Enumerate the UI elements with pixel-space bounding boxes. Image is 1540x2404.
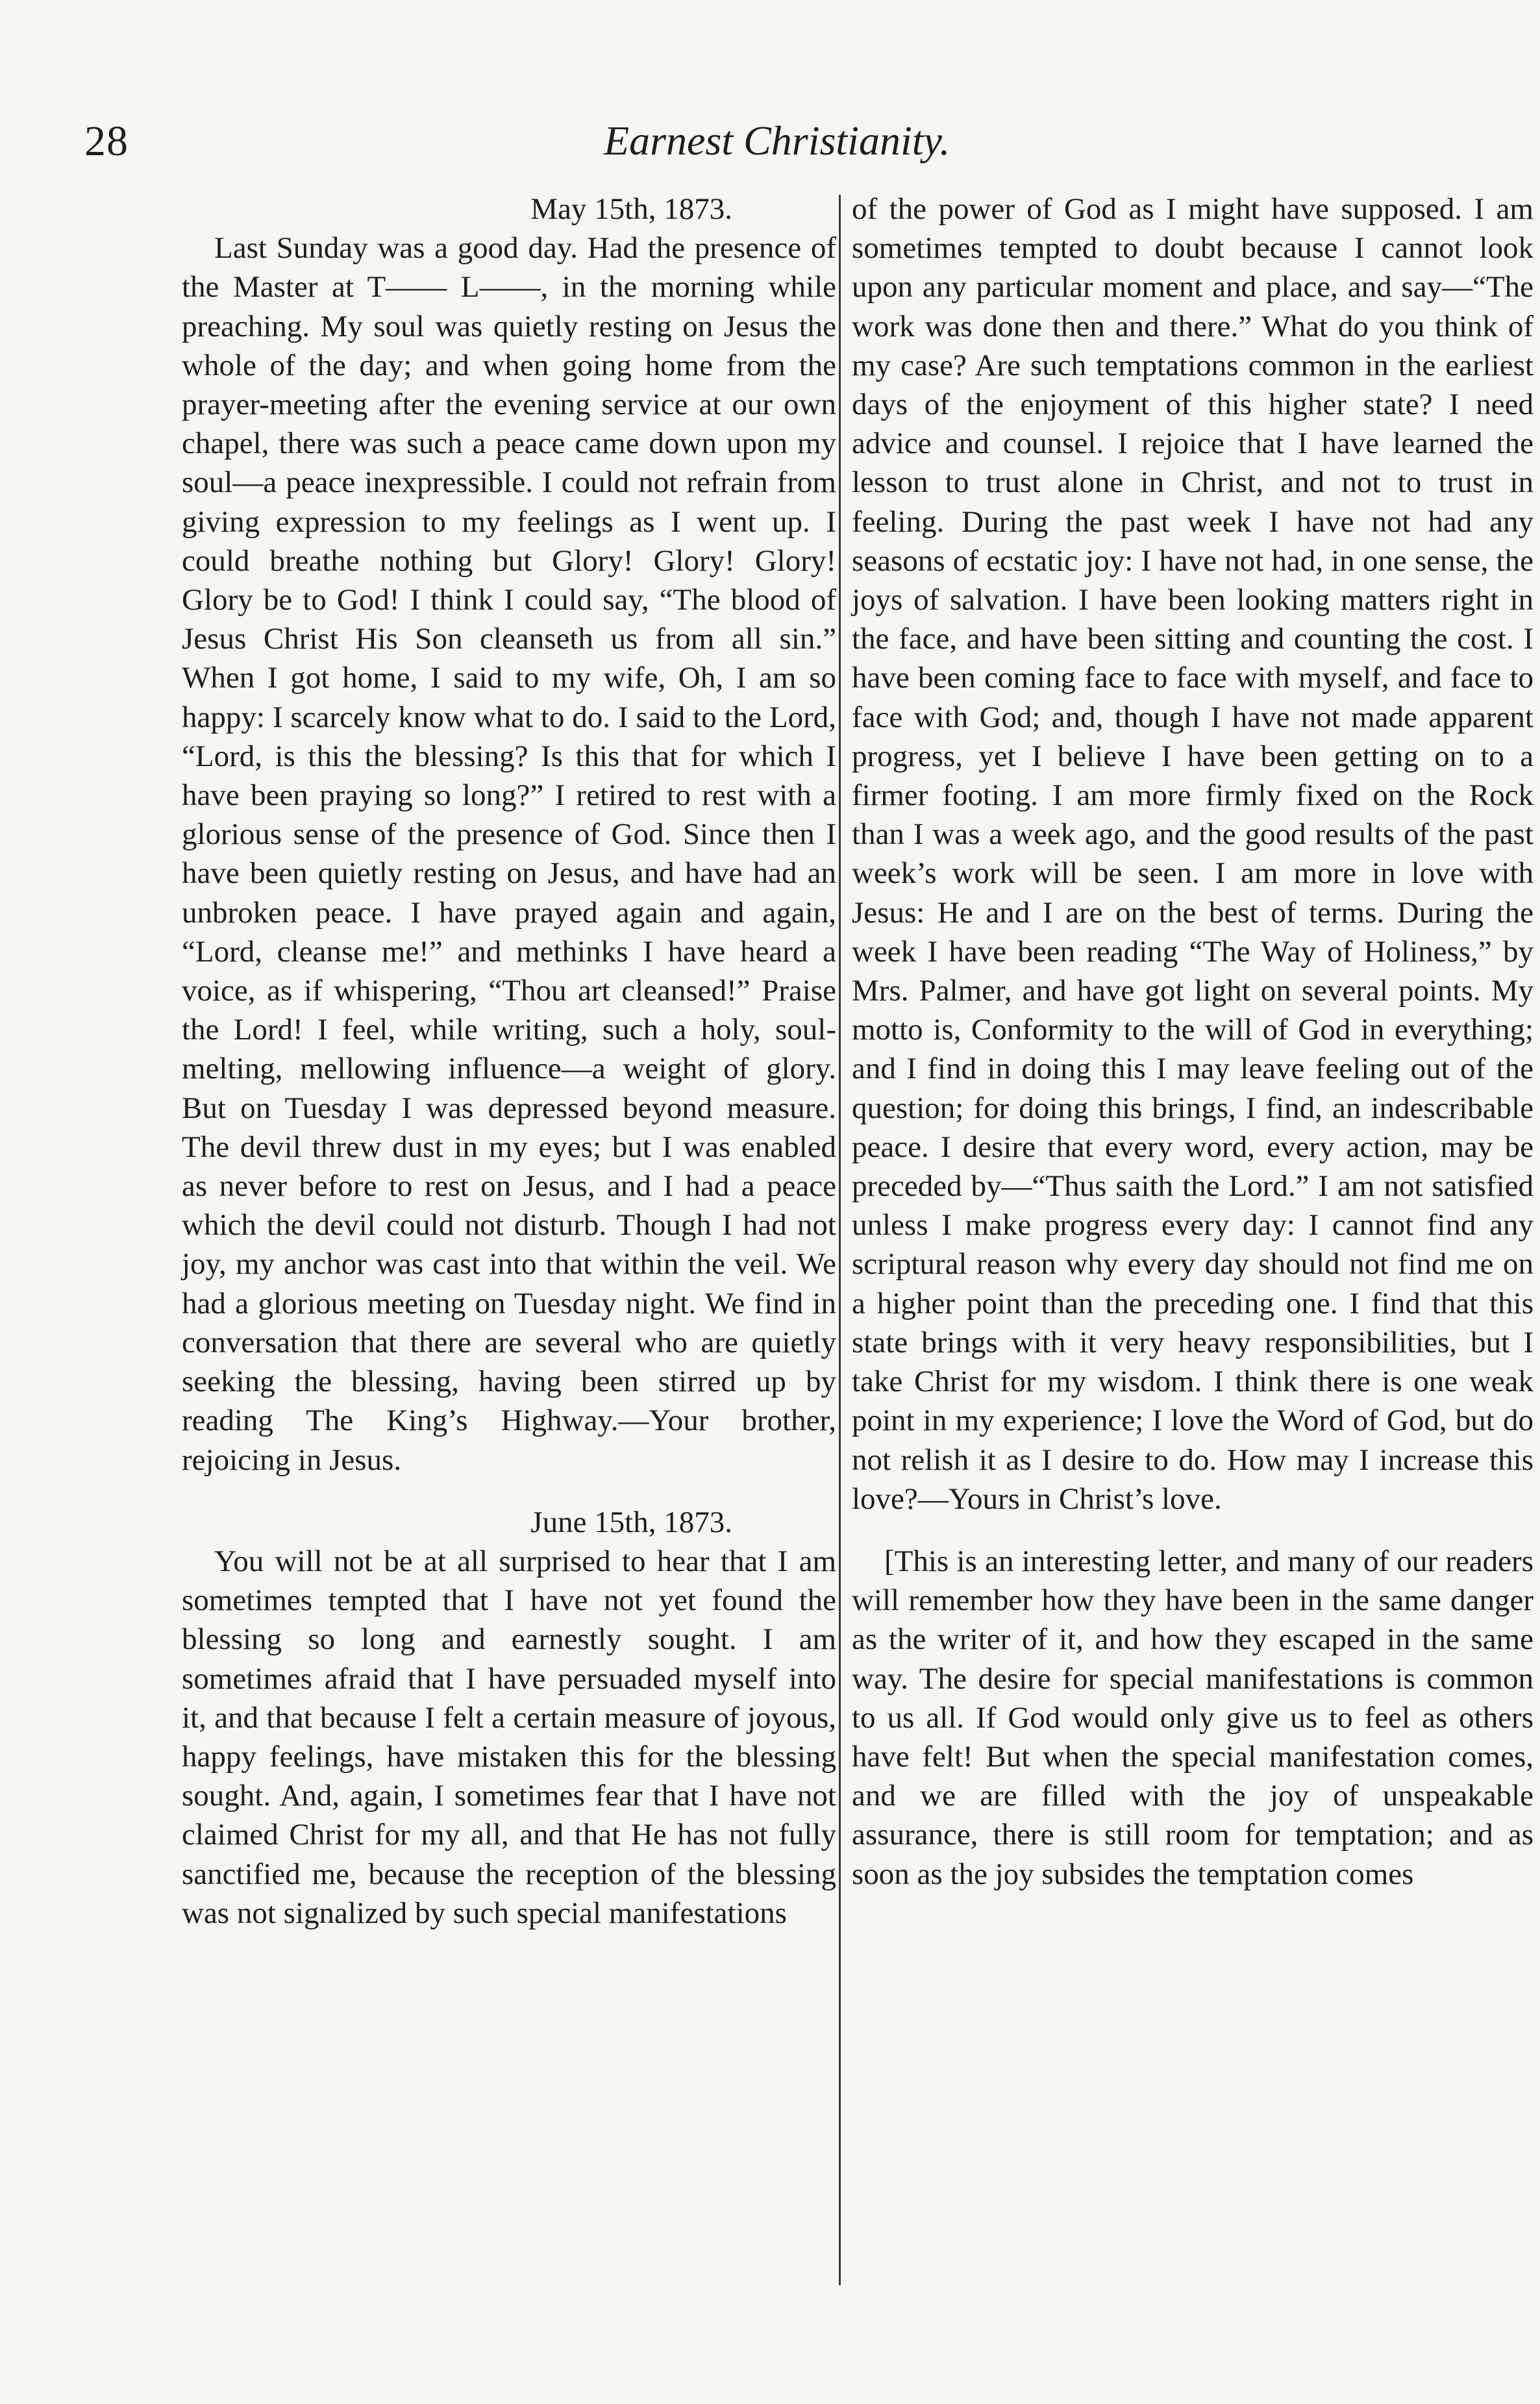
page-number: 28	[84, 118, 129, 165]
page-header	[0, 117, 1540, 175]
left-column	[182, 190, 836, 2338]
letter-paragraph-may: Last Sunday was a good day. Had the presence of the Master at T—— L——, in the morning while preaching. My soul was quietly resting on Jesus the whole of the day; and when going home from the prayer-meeting after the evening service at our own chapel, there was such a peace came down upon my soul—a peace inexpressible. I could not refrain from giving expression to my feelings as I went up. I could breathe nothing but Glory! Glory! Glory! Glory be to God! I think I could say, “The blood of Jesus Christ His Son cleanseth us from all sin.” When I got home, I said to my wife, Oh, I am so happy: I scarcely know what to do. I said to the Lord, “Lord, is this the blessing? Is this that for which I have been praying so long?” I retired to rest with a glorious sense of the presence of God. Since then I have been quietly resting on Jesus, and have had an unbroken peace. I have prayed again and again, “Lord, cleanse me!” and methinks I have heard a voice, as if whispering, “Thou art cleansed!” Praise the Lord! I feel, while writing, such a holy, soul-melting, mellowing influence—a weight of glory. But on Tuesday I was depressed beyond measure. The devil threw dust in my eyes; but I was enabled as never before to rest on Jesus, and I had a peace which the devil could not disturb. Though I had not joy, my anchor was cast into that within the veil. We had a glorious meeting on Tuesday night. We find in conversation that there are several who are quietly seeking the blessing, having been stirred up by reading The King’s Highway.—Your brother, rejoicing in Jesus.	[182, 231, 836, 1477]
letter-paragraph-june-start: You will not be at all surprised to hear that I am sometimes tempted that I have not yet found the blessing so long and earnestly sought. I am sometimes afraid that I have persuaded myself into it, and that because I felt a certain measure of joyous, happy feelings, have mistaken this for the blessing sought. And, again, I sometimes fear that I have not claimed Christ for my all, and that He has not fully sanctified me, because the reception of the blessing was not signalized by such special manifestations	[182, 1544, 836, 1930]
letter-date-may: May 15th, 1873.	[530, 192, 732, 226]
letter-paragraph-june-continued: of the power of God as I might have supposed. I am sometimes tempted to doubt because I cannot look upon any particular moment and place, and say—“The work was done then and there.” What do you think of my case? Are such temptations common in the earliest days of the enjoyment of this higher state? I need advice and counsel. I rejoice that I have learned the lesson to trust alone in Christ, and not to trust in feeling. During the past week I have not had any seasons of ecstatic joy: I have not had, in one sense, the joys of salvation. I have been looking matters right in the face, and have been sitting and counting the cost. I have been coming face to face with myself, and face to face with God; and, though I have not made apparent progress, yet I believe I have been getting on to a firmer footing. I am more firmly fixed on the Rock than I was a week ago, and the good results of the past week’s work will be seen. I am more in love with Jesus: He and I are on the best of terms. During the week I have been reading “The Way of Holiness,” by Mrs. Palmer, and have got light on several points. My motto is, Conformity to the will of God in everything; and I find in doing this I may leave feeling out of the question; for doing this brings, I find, an indescribable peace. I desire that every word, every action, may be preceded by—“Thus saith the Lord.” I am not satisfied unless I make progress every day: I cannot find any scriptural reason why every day should not find me on a higher point than the preceding one. I find that this state brings with it very heavy responsibilities, but I take Christ for my wisdom. I think there is one weak point in my experience; I love the Word of God, but do not relish it as I desire to do. How may I increase this love?—Yours in Christ’s love.	[852, 192, 1534, 1516]
editor-note: [This is an interesting letter, and many of our readers will remember how they have been in the same danger as the writer of it, and how they escaped in the same way. The desire for special manifestations is common to us all. If God would only give us to feel as others have felt! But when the special manifestation comes, and we are filled with the joy of unspeakable assurance, there is still room for temptation; and as soon as the joy subsides the temptation comes	[852, 1544, 1534, 1891]
running-title: Earnest Christianity.	[604, 118, 950, 164]
right-column	[852, 190, 1534, 2338]
letter-date-june: June 15th, 1873.	[530, 1505, 732, 1539]
column-divider	[839, 195, 841, 2285]
